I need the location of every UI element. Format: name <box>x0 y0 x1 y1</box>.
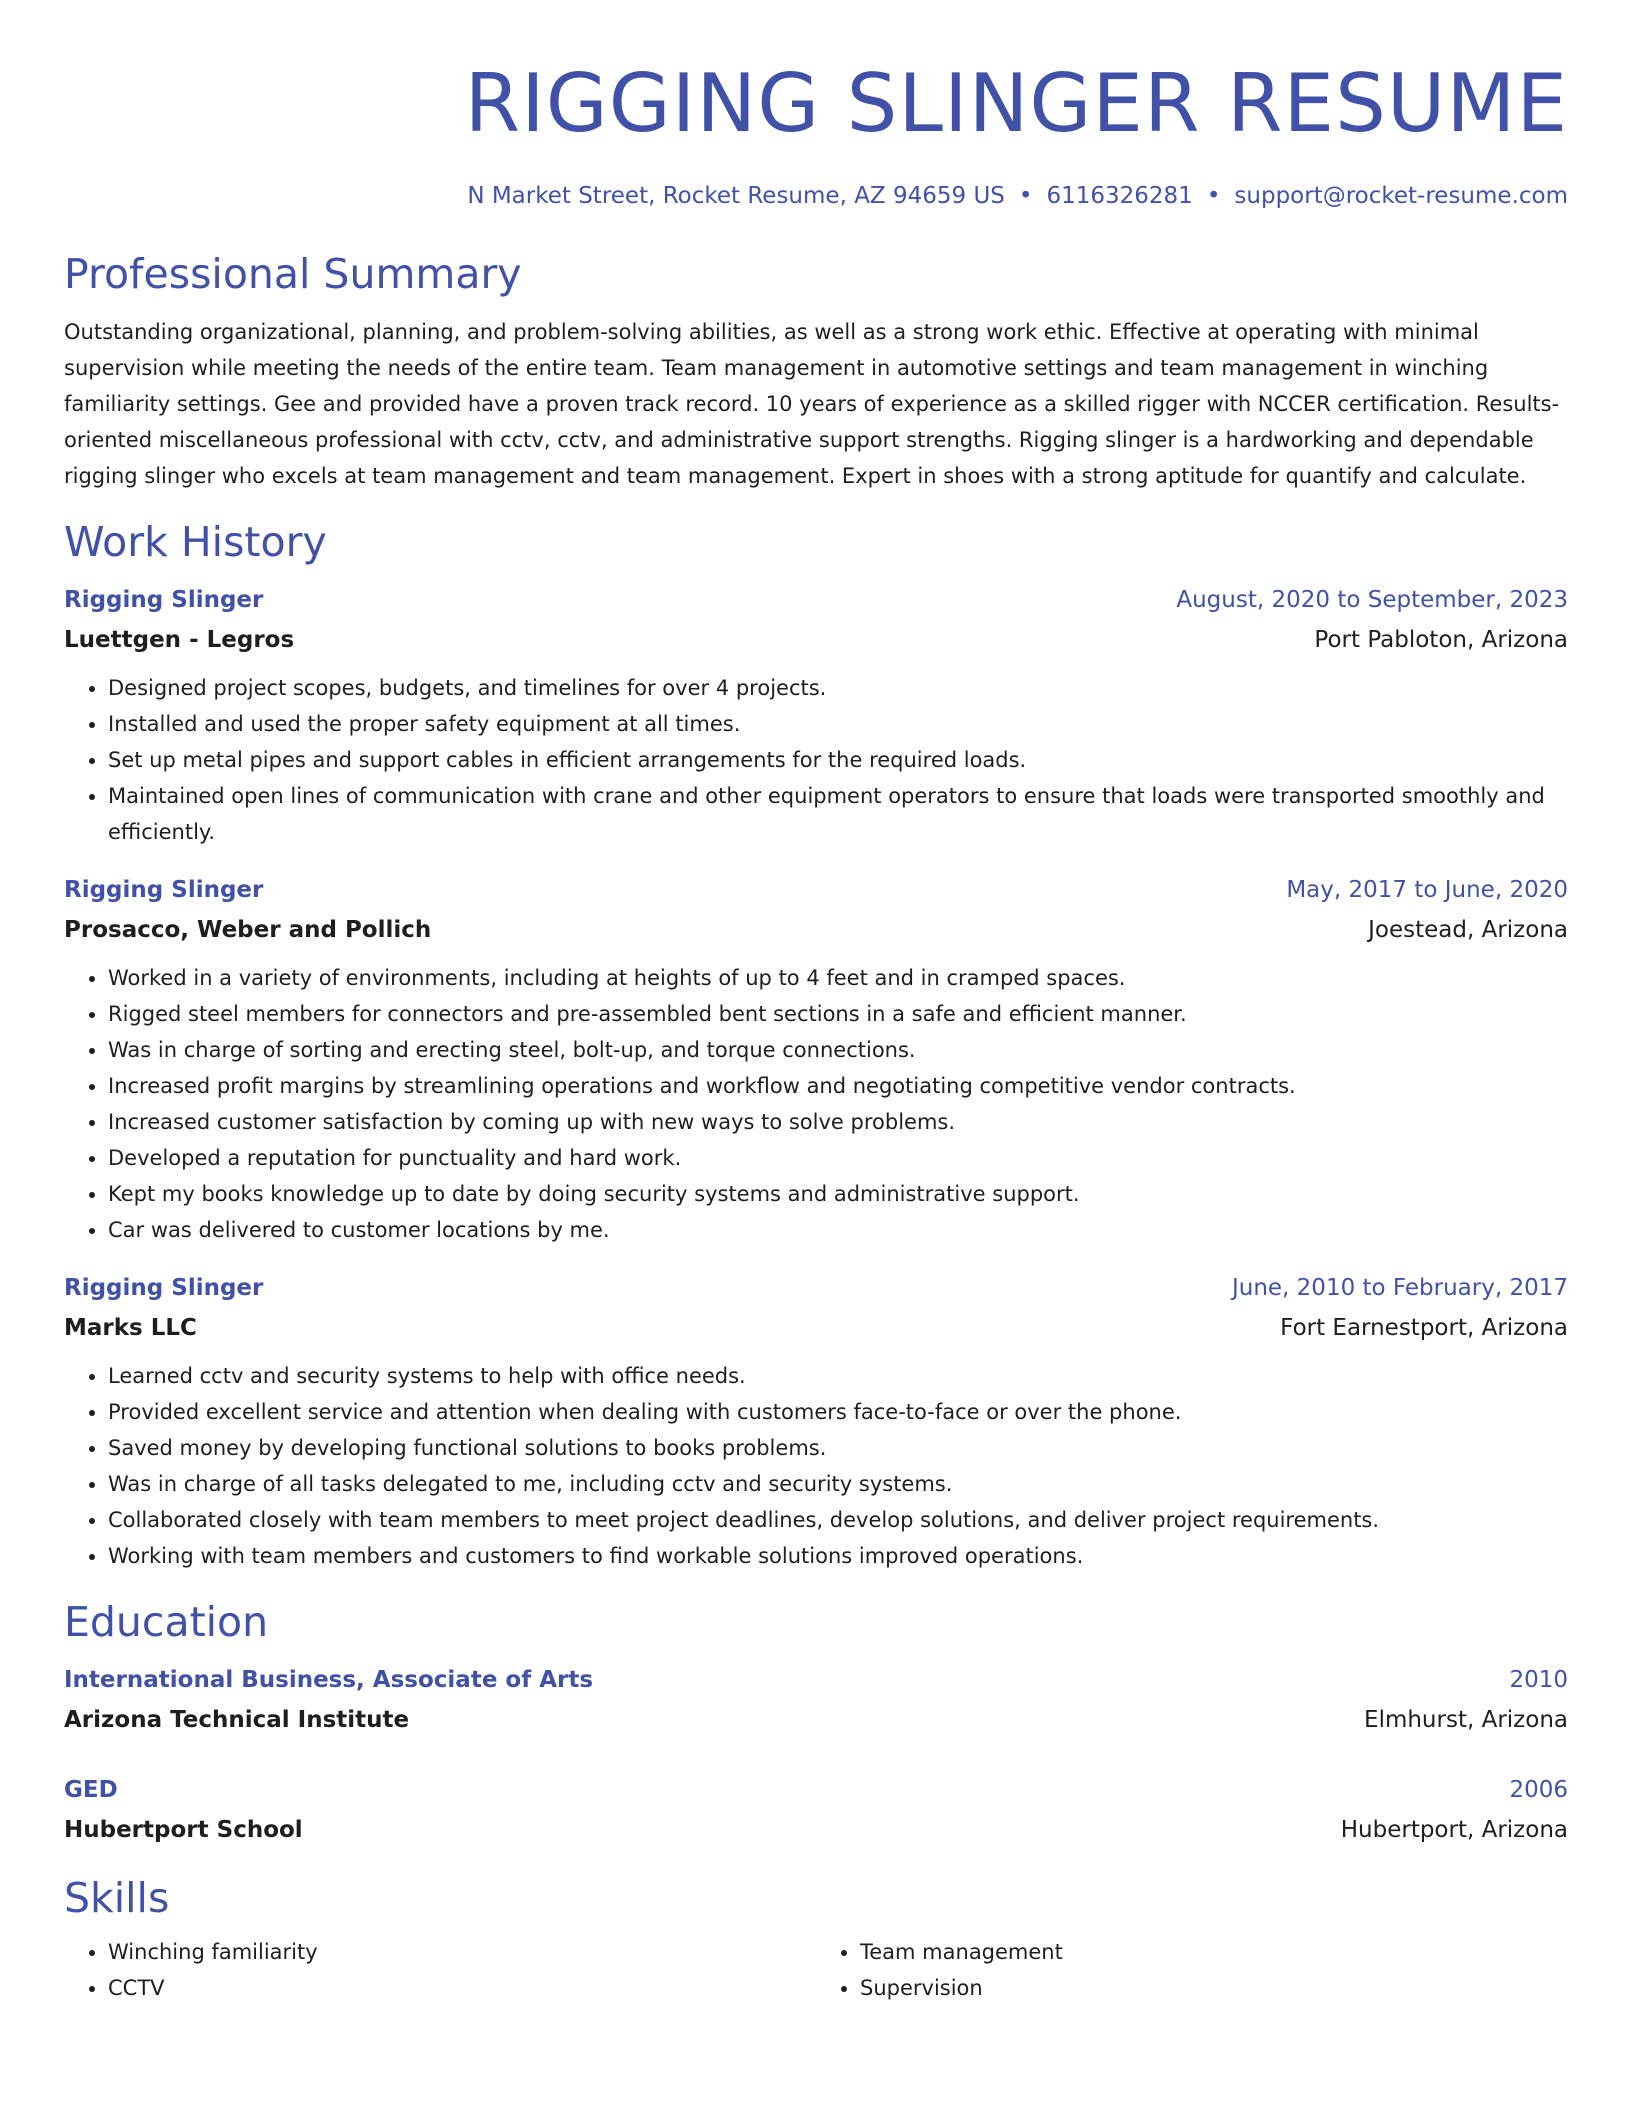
job-title: Rigging Slinger <box>64 1275 264 1301</box>
contact-separator: • <box>1206 183 1221 209</box>
skills-column-left <box>64 1934 816 2006</box>
contact-line <box>64 180 1568 212</box>
job-dates: June, 2010 to February, 2017 <box>1231 1275 1568 1301</box>
education-entry <box>64 1660 1568 1740</box>
job-company-row <box>64 620 1568 660</box>
job-location: Joestead, Arizona <box>1368 917 1568 943</box>
job-company-row <box>64 910 1568 950</box>
job-bullet: • Designed project scopes, budgets, and timelines for over 4 projects. <box>108 670 1568 706</box>
work-section <box>64 516 1568 1574</box>
job-dates: August, 2020 to September, 2023 <box>1176 587 1568 613</box>
job-bullet: • Set up metal pipes and support cables in efficient arrangements for the required loads. <box>108 742 1568 778</box>
section-title-summary: Professional Summary <box>64 250 522 298</box>
job-bullet: • Working with team members and customers to find workable solutions improved operations. <box>108 1538 1568 1574</box>
job-bullet: • Learned cctv and security systems to help with office needs. <box>108 1358 1568 1394</box>
job-bullet: • Rigged steel members for connectors and pre-assembled bent sections in a safe and efficient manner. <box>108 996 1568 1032</box>
job-company-row <box>64 1308 1568 1348</box>
education-entry <box>64 1770 1568 1850</box>
contact-address: N Market Street, Rocket Resume, AZ 94659 US <box>467 183 1005 209</box>
job-bullet: • Worked in a variety of environments, including at heights of up to 4 feet and in cramped spaces. <box>108 960 1568 996</box>
job-bullet: • Was in charge of sorting and erecting steel, bolt-up, and torque connections. <box>108 1032 1568 1068</box>
education-school-row <box>64 1700 1568 1740</box>
job-company: Marks LLC <box>64 1315 197 1341</box>
education-school-row <box>64 1810 1568 1850</box>
job-bullet: • Provided excellent service and attention when dealing with customers face-to-face or over the phone. <box>108 1394 1568 1430</box>
job-bullet: • Collaborated closely with team members to meet project deadlines, develop solutions, and deliver project requirements. <box>108 1502 1568 1538</box>
education-header-row <box>64 1660 1568 1700</box>
job-bullets <box>64 670 1568 850</box>
job-bullet: • Increased customer satisfaction by coming up with new ways to solve problems. <box>108 1104 1568 1140</box>
section-title-work: Work History <box>64 518 327 566</box>
education-section <box>64 1596 1568 1850</box>
education-location: Hubertport, Arizona <box>1340 1817 1568 1843</box>
section-title-education: Education <box>64 1598 269 1646</box>
job-title: Rigging Slinger <box>64 587 264 613</box>
skills-column-right <box>816 1934 1568 2006</box>
job-dates: May, 2017 to June, 2020 <box>1286 877 1568 903</box>
job-header-row <box>64 1268 1568 1308</box>
job-entry <box>64 1268 1568 1574</box>
job-header-row <box>64 870 1568 910</box>
job-bullet: • Increased profit margins by streamlining operations and workflow and negotiating competitive vendor contracts. <box>108 1068 1568 1104</box>
skill-item: • Team management <box>860 1934 1568 1970</box>
skills-section <box>64 1872 1568 2006</box>
job-entry <box>64 870 1568 1248</box>
job-company: Luettgen - Legros <box>64 627 295 653</box>
education-school: Hubertport School <box>64 1817 303 1843</box>
skills-grid <box>64 1934 1568 2006</box>
contact-separator: • <box>1018 183 1033 209</box>
summary-text: Outstanding organizational, planning, and problem-solving abilities, as well as a strong work ethic. Effective at operating with minimal supervision while meeting the needs of the entire team. Team management in automotive settings and team management in winching familiarity settings. Gee and provided have a proven track record. 10 years of experience as a skilled rigger with NCCER certification. Results-oriented miscellaneous professional with cctv, cctv, and administrative support strengths. Rigging slinger is a hardworking and dependable rigging slinger who excels at team management and team management. Expert in shoes with a strong aptitude for quantify and calculate. <box>64 320 1560 488</box>
education-header-row <box>64 1770 1568 1810</box>
job-header-row <box>64 580 1568 620</box>
education-year: 2010 <box>1509 1667 1568 1693</box>
job-entry <box>64 580 1568 850</box>
job-bullet: • Saved money by developing functional solutions to books problems. <box>108 1430 1568 1466</box>
job-bullet: • Was in charge of all tasks delegated to me, including cctv and security systems. <box>108 1466 1568 1502</box>
skill-item: • CCTV <box>108 1970 816 2006</box>
education-year: 2006 <box>1509 1777 1568 1803</box>
education-degree: International Business, Associate of Arts <box>64 1667 594 1693</box>
contact-phone: 6116326281 <box>1046 183 1193 209</box>
skill-item: • Supervision <box>860 1970 1568 2006</box>
job-title: Rigging Slinger <box>64 877 264 903</box>
education-degree: GED <box>64 1777 118 1803</box>
job-bullet: • Installed and used the proper safety equipment at all times. <box>108 706 1568 742</box>
summary-section <box>64 248 1568 494</box>
section-title-skills: Skills <box>64 1874 170 1922</box>
education-school: Arizona Technical Institute <box>64 1707 410 1733</box>
job-bullet: • Developed a reputation for punctuality and hard work. <box>108 1140 1568 1176</box>
education-location: Elmhurst, Arizona <box>1364 1707 1568 1733</box>
contact-email: support@rocket-resume.com <box>1234 183 1568 209</box>
resume-name: RIGGING SLINGER RESUME <box>464 57 1568 150</box>
job-company: Prosacco, Weber and Pollich <box>64 917 432 943</box>
job-bullets <box>64 1358 1568 1574</box>
job-bullet: • Kept my books knowledge up to date by doing security systems and administrative support. <box>108 1176 1568 1212</box>
job-bullets <box>64 960 1568 1248</box>
skill-item: • Winching familiarity <box>108 1934 816 1970</box>
job-bullet: • Car was delivered to customer locations by me. <box>108 1212 1568 1248</box>
job-location: Fort Earnestport, Arizona <box>1280 1315 1568 1341</box>
job-location: Port Pabloton, Arizona <box>1314 627 1568 653</box>
job-bullet: • Maintained open lines of communication with crane and other equipment operators to ensure that loads were transported smoothly and efficiently. <box>108 778 1568 850</box>
